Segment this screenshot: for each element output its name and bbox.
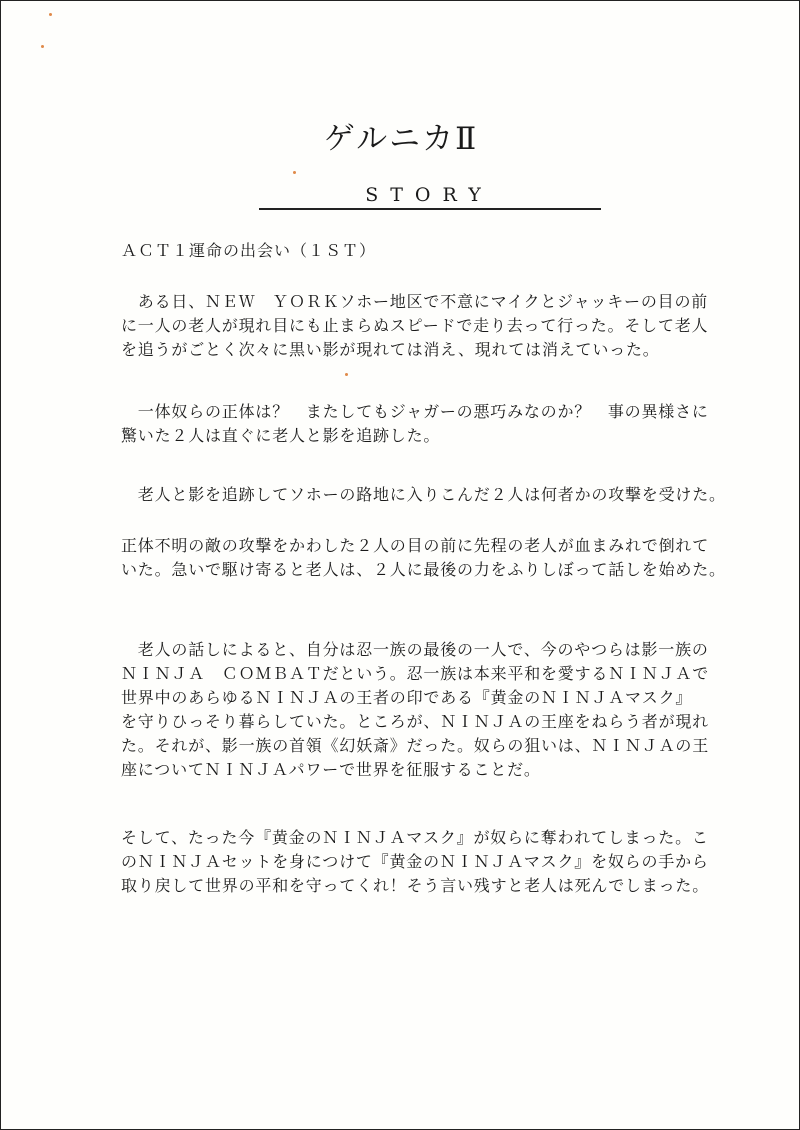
story-paragraph-2	[121, 400, 741, 448]
document-title: ゲルニカⅡ	[323, 121, 479, 157]
story-heading: STORY	[365, 184, 493, 206]
paper-speck	[41, 45, 44, 48]
story-paragraph-1	[121, 290, 741, 362]
text-line: を守りひっそり暮らしていた。ところが、ＮＩＮＪＡの王座をねらう者が現れ	[121, 712, 710, 731]
text-line: ＮＩＮＪＡ ＣＯＭＢＡＴだという。忍一族は本来平和を愛するＮＩＮＪＡで	[121, 664, 710, 683]
text-line: 老人の話しによると、自分は忍一族の最後の一人で、今のやつらは影一族の	[121, 640, 709, 659]
paper-speck	[293, 171, 296, 174]
text-line: のＮＩＮＪＡセットを身につけて『黄金のＮＩＮＪＡマスク』を奴らの手から	[121, 852, 709, 871]
text-line: を追うがごとく次々に黒い影が現れては消え、現れては消えていった。	[121, 340, 660, 359]
text-line: そして、たった今『黄金のＮＩＮＪＡマスク』が奴らに奪われてしまった。こ	[121, 828, 709, 847]
paper-speck	[49, 13, 52, 16]
text-line: 正体不明の敵の攻撃をかわした２人の目の前に先程の老人が血まみれで倒れて	[121, 536, 710, 555]
text-line: 驚いた２人は直ぐに老人と影を追跡した。	[121, 426, 441, 445]
text-line: 老人と影を追跡してソホーの路地に入りこんだ２人は何者かの攻撃を受けた。	[121, 485, 726, 504]
text-line: 取り戻して世界の平和を守ってくれ！そう言い残すと老人は死んでしまった。	[121, 876, 710, 895]
text-line: に一人の老人が現れ目にも止まらぬスピードで走り去って行った。そして老人	[121, 316, 709, 335]
text-line: 座についてＮＩＮＪＡパワーで世界を征服することだ。	[121, 760, 541, 779]
paper-speck	[345, 373, 348, 376]
story-paragraph-4	[121, 534, 741, 582]
text-line: いた。急いで駆け寄ると老人は、２人に最後の力をふりしぼって話しを始めた。	[121, 560, 726, 579]
story-paragraph-3	[121, 483, 741, 507]
text-line: ある日、ＮＥＷ ＹＯＲＫソホー地区で不意にマイクとジャッキーの目の前	[121, 292, 709, 311]
text-line: た。それが、影一族の首領《幻妖斎》だった。奴らの狙いは、ＮＩＮＪＡの王	[121, 736, 710, 755]
text-line: 一体奴らの正体は？ またしてもジャガーの悪巧みなのか？ 事の異様さに	[121, 402, 709, 421]
story-paragraph-6	[121, 826, 741, 898]
text-line: 世界中のあらゆるＮＩＮＪＡの王者の印である『黄金のＮＩＮＪＡマスク』	[121, 688, 693, 707]
story-paragraph-5	[121, 638, 741, 782]
act-heading: ＡＣＴ１運命の出会い（１ＳＴ）	[121, 241, 377, 260]
story-underline	[259, 208, 601, 210]
